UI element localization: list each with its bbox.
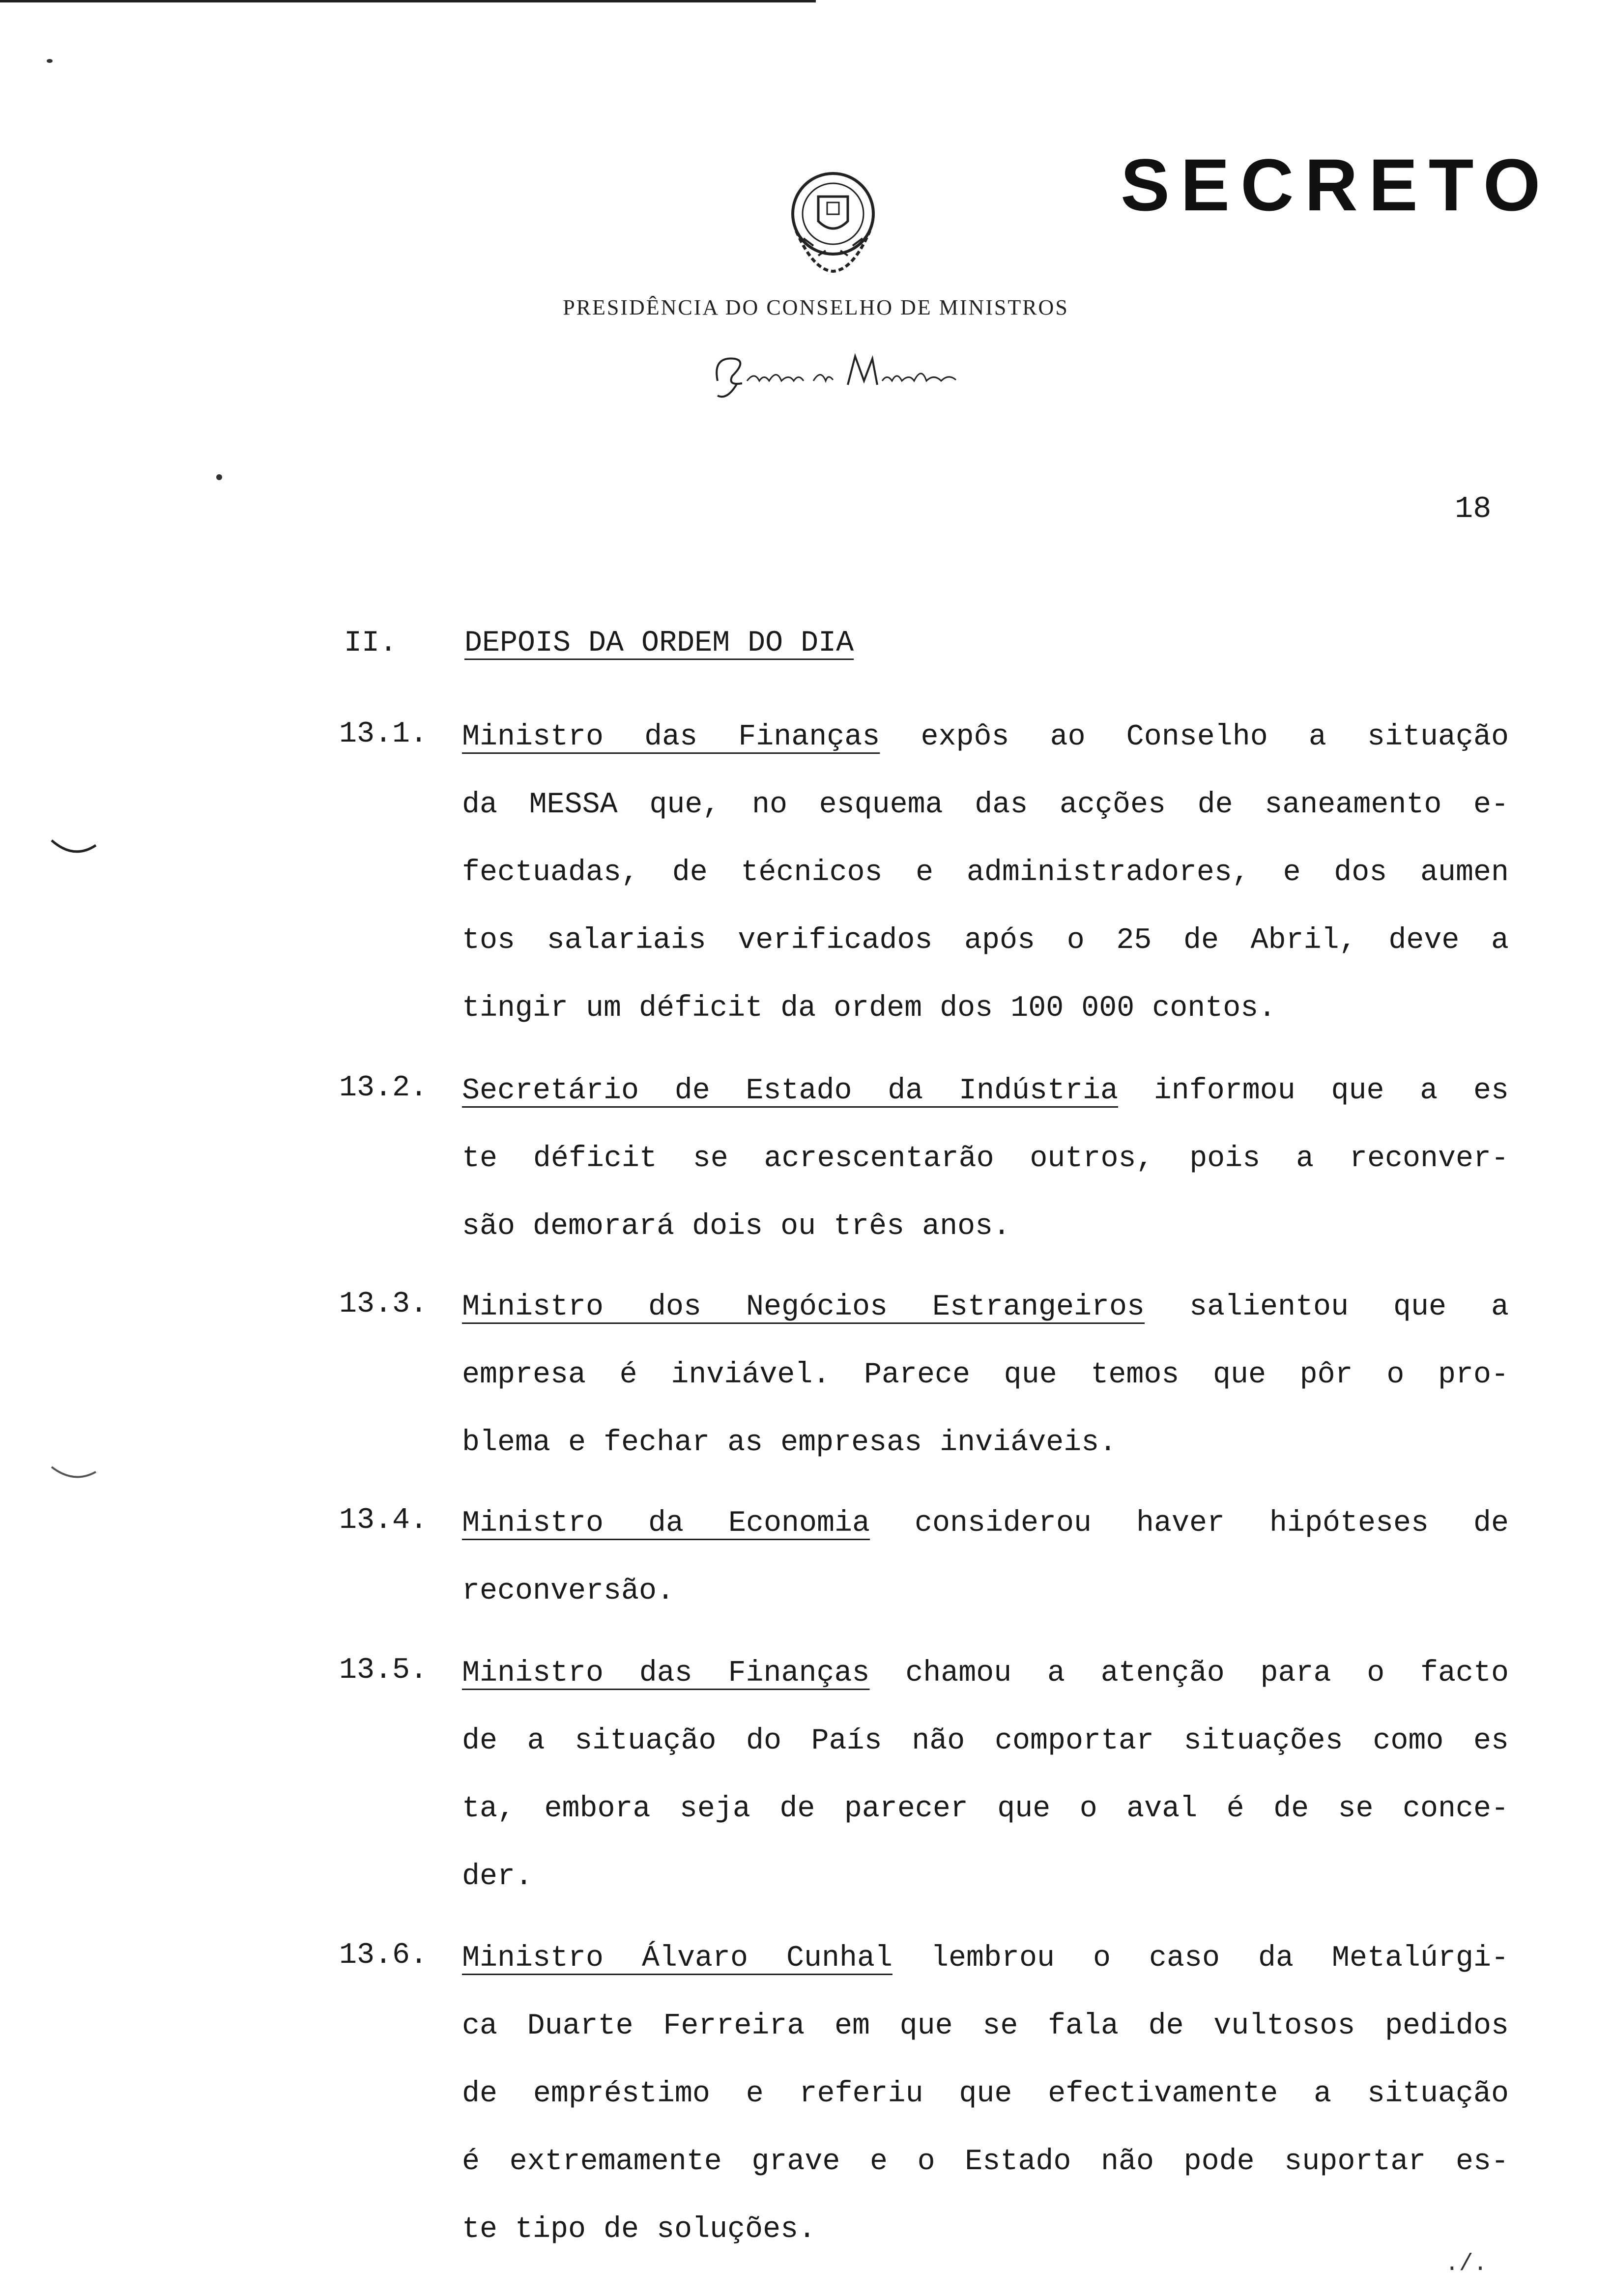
paragraph-number: 13.1. (339, 718, 428, 751)
speaker-name: Ministro das Finanças (462, 720, 880, 754)
paragraph-line: te tipo de soluções. (462, 2213, 816, 2246)
paragraph-line: lembrou o caso da Metalúrgi- (931, 1942, 1509, 1975)
paragraph-line: considerou haver hipóteses de (914, 1507, 1509, 1540)
paragraph-number: 13.2. (339, 1071, 428, 1105)
scan-speck (216, 474, 222, 480)
paragraph-number: 13.5. (339, 1654, 428, 1687)
scan-speck (47, 59, 53, 63)
speaker-name: Secretário de Estado da Indústria (462, 1074, 1119, 1108)
paragraph-number: 13.3. (339, 1288, 428, 1321)
punch-hole-mark (49, 835, 98, 865)
page-number: 18 (1455, 491, 1492, 526)
paragraph-line: de a situação do País não comportar situações como es (462, 1724, 1509, 1758)
paragraph-line: blema e fechar as empresas inviáveis. (462, 1426, 1117, 1460)
speaker-name: Ministro da Economia (462, 1507, 870, 1540)
institution-header: PRESIDÊNCIA DO CONSELHO DE MINISTROS (563, 295, 1069, 319)
speaker-name: Ministro dos Negócios Estrangeiros (462, 1291, 1145, 1324)
paragraph-line: tos salariais verificados após o 25 de Abril, deve a (462, 924, 1509, 957)
coat-of-arms-seal (769, 157, 897, 285)
paragraph-line: informou que a es (1153, 1074, 1509, 1108)
speaker-name: Ministro Álvaro Cunhal (462, 1942, 893, 1975)
punch-hole-mark (49, 1464, 98, 1489)
paragraph-line: fectuadas, de técnicos e administradores, e dos aumen (462, 856, 1509, 890)
paragraph-line: te déficit se acrescentarão outros, pois a reconver- (462, 1142, 1509, 1176)
paragraph-line: é extremamente grave e o Estado não pode suportar es- (462, 2145, 1509, 2179)
paragraph-line: der. (462, 1860, 533, 1894)
paragraph-line: salientou que a (1189, 1291, 1509, 1324)
classification-stamp: SECRETO (1121, 144, 1552, 226)
top-border-line (0, 0, 816, 2)
paragraph-number: 13.4. (339, 1504, 428, 1537)
paragraph-line: da MESSA que, no esquema das acções de saneamento e- (462, 788, 1509, 822)
paragraph-number: 13.6. (339, 1939, 428, 1972)
paragraph-line: de empréstimo e referiu que efectivamente a situação (462, 2077, 1509, 2111)
paragraph-line: reconversão. (462, 1575, 675, 1608)
paragraph-line: chamou a atenção para o facto (905, 1657, 1509, 1690)
speaker-name: Ministro das Finanças (462, 1657, 870, 1690)
continuation-mark: ./. (1445, 2251, 1488, 2277)
section-number: II. (344, 627, 398, 660)
paragraph-line: expôs ao Conselho a situação (921, 720, 1509, 754)
paragraph-line: ta, embora seja de parecer que o aval é de se conce- (462, 1792, 1509, 1826)
paragraph-line: ca Duarte Ferreira em que se fala de vultosos pedidos (462, 2009, 1509, 2043)
office-script-signature (708, 346, 973, 401)
paragraph-line: são demorará dois ou três anos. (462, 1210, 1011, 1243)
paragraph-line: tingir um déficit da ordem dos 100 000 contos. (462, 992, 1276, 1025)
section-title: DEPOIS DA ORDEM DO DIA (464, 627, 854, 660)
paragraph-line: empresa é inviável. Parece que temos que pôr o pro- (462, 1358, 1509, 1392)
